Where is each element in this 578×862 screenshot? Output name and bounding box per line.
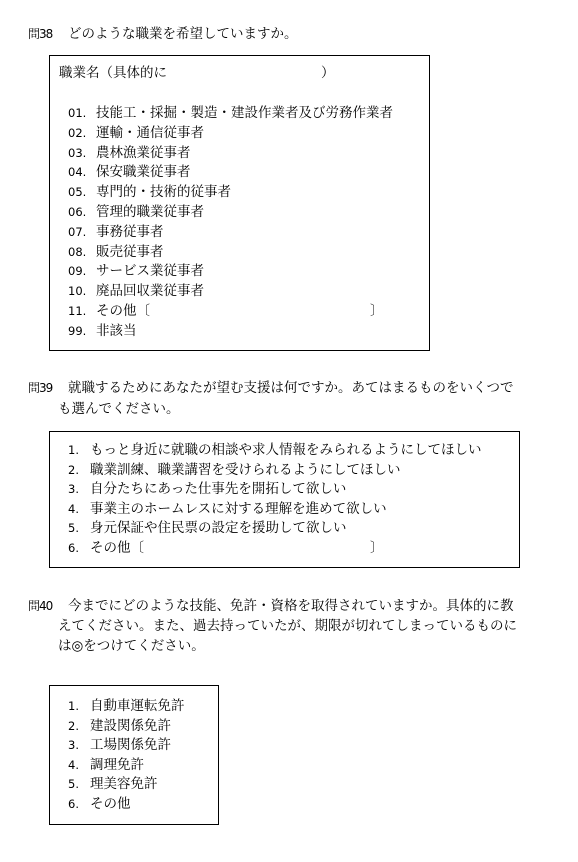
q38-option-number: 99. xyxy=(68,323,87,338)
q40-option-label: 理美容免許 xyxy=(90,776,158,793)
q39-option-2[interactable] xyxy=(68,460,401,480)
q38-option-12[interactable] xyxy=(68,321,137,341)
question-40-text-line1: 今までにどのような技能、免許・資格を取得されていますか。具体的に教 xyxy=(68,598,514,614)
q38-option-label: その他〔 xyxy=(96,303,150,319)
q38-option-1[interactable] xyxy=(68,103,393,123)
q38-option-number: 05. xyxy=(68,185,87,200)
q38-option-10[interactable] xyxy=(68,281,204,301)
q39-other-close-bracket: 〕 xyxy=(370,540,384,556)
question-40-text-line2: えてください。また、過去持っていたが、期限が切れてしまっているものに xyxy=(58,618,517,634)
q39-option-label: 身元保証や住民票の設定を援助して欲しい xyxy=(90,520,347,537)
q39-option-label: その他〔 xyxy=(90,540,144,556)
q38-option-number: 11. xyxy=(68,304,87,318)
q39-option-number: 3. xyxy=(68,482,79,497)
question-38-title xyxy=(28,24,298,44)
question-40-title xyxy=(28,596,514,616)
q39-option-number: 5. xyxy=(68,521,79,536)
job-name-label: 職業名（具体的に xyxy=(59,65,167,81)
q39-option-6[interactable] xyxy=(68,538,144,558)
q38-option-6[interactable] xyxy=(68,202,204,222)
q40-option-2[interactable] xyxy=(68,716,171,736)
q40-option-3[interactable] xyxy=(68,735,171,755)
q39-option-number: 1. xyxy=(68,443,79,457)
q38-option-number: 06. xyxy=(68,205,87,219)
q39-option-4[interactable] xyxy=(68,499,387,519)
question-39-title xyxy=(28,378,514,398)
q40-option-4[interactable] xyxy=(68,755,144,775)
q38-option-2[interactable] xyxy=(68,123,204,143)
q39-option-number: 4. xyxy=(68,501,79,516)
q38-option-label: 非該当 xyxy=(96,322,137,339)
q38-option-label: 専門的・技術的従事者 xyxy=(96,184,231,201)
job-name-field[interactable] xyxy=(59,63,167,83)
question-38-text: どのような職業を希望していますか。 xyxy=(68,26,298,42)
q38-option-label: 技能工・採掘・製造・建設作業者及び労務作業者 xyxy=(96,105,393,121)
q40-option-number: 4. xyxy=(68,757,79,772)
q38-option-4[interactable] xyxy=(68,162,191,182)
q39-option-1[interactable] xyxy=(68,440,482,460)
q38-option-number: 02. xyxy=(68,125,87,140)
q38-option-11[interactable] xyxy=(68,301,150,321)
q38-option-label: 管理的職業従事者 xyxy=(96,204,204,220)
q40-option-label: 自動車運転免許 xyxy=(90,698,185,714)
q40-option-number: 5. xyxy=(68,777,79,792)
q38-option-number: 01. xyxy=(68,106,87,120)
q39-option-label: 自分たちにあった仕事先を開拓して欲しい xyxy=(90,481,347,498)
q38-option-label: 保安職業従事者 xyxy=(96,164,191,181)
q38-option-9[interactable] xyxy=(68,261,204,281)
q38-option-5[interactable] xyxy=(68,182,231,202)
q38-other-close-bracket: 〕 xyxy=(370,303,384,319)
q38-option-label: 事務従事者 xyxy=(96,223,164,240)
question-39-text-line1: 就職するためにあなたが望む支援は何ですか。あてはまるものをいくつで xyxy=(68,380,514,396)
q40-option-number: 1. xyxy=(68,699,79,713)
q38-option-3[interactable] xyxy=(68,143,191,163)
q40-option-label: 調理免許 xyxy=(90,756,144,773)
q38-option-8[interactable] xyxy=(68,242,164,262)
q38-option-label: 農林漁業従事者 xyxy=(96,144,191,161)
q39-option-number: 2. xyxy=(68,462,79,477)
q38-option-number: 07. xyxy=(68,224,87,239)
q38-option-label: 廃品回収業従事者 xyxy=(96,283,204,300)
q40-option-number: 3. xyxy=(68,738,79,753)
q38-option-number: 04. xyxy=(68,165,87,180)
q40-option-5[interactable] xyxy=(68,774,158,794)
q38-option-number: 08. xyxy=(68,244,87,259)
question-40-number: 問40 xyxy=(28,599,53,613)
q40-option-6[interactable] xyxy=(68,794,131,814)
q40-option-label: 建設関係免許 xyxy=(90,717,171,734)
question-39-text-line2: も選んでください。 xyxy=(58,401,180,417)
q39-option-label: 事業主のホームレスに対する理解を進めて欲しい xyxy=(90,500,387,517)
q40-option-label: 工場関係免許 xyxy=(90,737,171,754)
q38-option-number: 10. xyxy=(68,284,87,299)
question-40-text-line3: は◎をつけてください。 xyxy=(58,638,205,654)
q38-option-label: サービス業従事者 xyxy=(96,263,204,280)
q39-option-label: 職業訓練、職業講習を受けられるようにしてほしい xyxy=(90,461,401,478)
q40-option-label: その他 xyxy=(90,796,131,812)
q39-option-5[interactable] xyxy=(68,518,347,538)
q38-option-number: 09. xyxy=(68,264,87,279)
q40-option-1[interactable] xyxy=(68,696,185,716)
question-38-number: 問38 xyxy=(28,27,53,41)
q39-option-label: もっと身近に就職の相談や求人情報をみられるようにしてほしい xyxy=(90,442,482,458)
question-39-number: 問39 xyxy=(28,381,53,395)
q39-option-number: 6. xyxy=(68,541,79,555)
q38-option-label: 販売従事者 xyxy=(96,243,164,260)
q38-option-number: 03. xyxy=(68,145,87,160)
job-name-close-paren: ） xyxy=(321,65,335,81)
q40-option-number: 2. xyxy=(68,718,79,733)
q40-option-number: 6. xyxy=(68,797,79,811)
q38-option-7[interactable] xyxy=(68,222,164,242)
q39-option-3[interactable] xyxy=(68,479,346,499)
q38-option-label: 運輸・通信従事者 xyxy=(96,124,204,141)
